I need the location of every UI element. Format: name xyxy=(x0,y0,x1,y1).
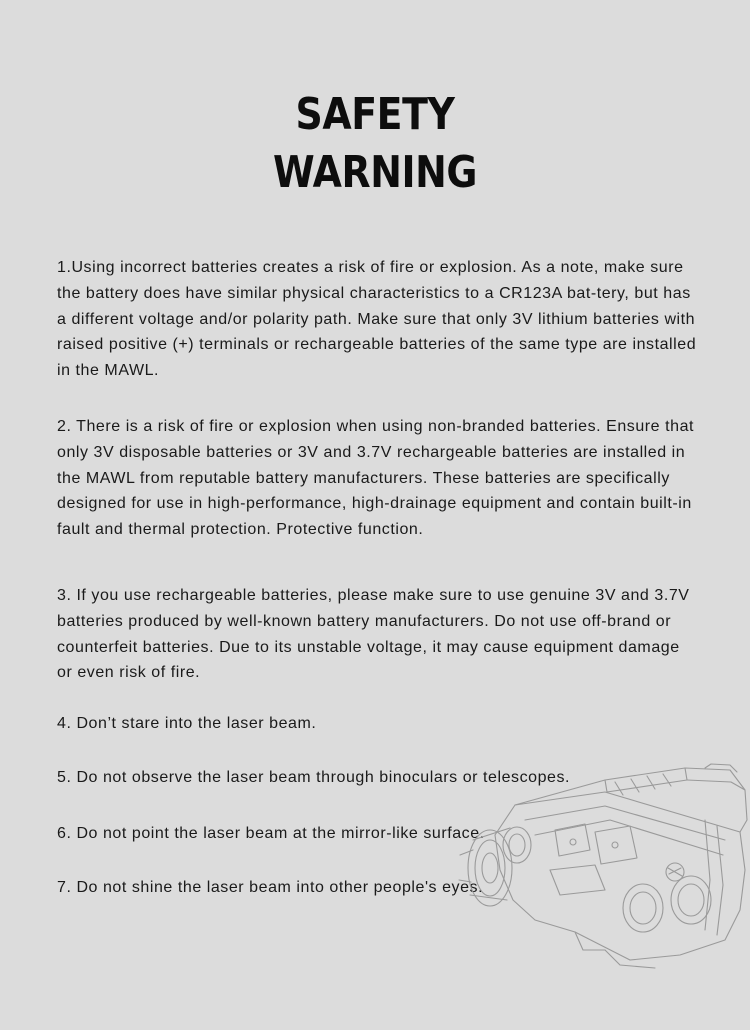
title-line-2: WARNING xyxy=(273,147,477,198)
warning-item-4: 4. Don’t stare into the laser beam. xyxy=(57,715,317,732)
warning-item-2: 2. There is a risk of fire or explosion when using non-branded batteries. Ensure that only 3V disposable batteries or 3V and 3.7V rechargeable batteries are installed in the MAWL from reputable battery manufacturers. These batteries are specifically designed for use in high-performance, high-drainage equipment and contain built-in fault and thermal protection. Protective function. xyxy=(57,418,695,539)
warning-item-1: 1.Using incorrect batteries creates a risk of fire or explosion. As a note, make sure the battery does have similar physical characteristics to a CR123A bat-tery, but has a different voltage and/or polarity path. Make sure that only 3V lithium batteries with raised positive (+) terminals or rechargeable batteries of the same type are installed in the MAWL. xyxy=(57,259,697,380)
warning-item-5: 5. Do not observe the laser beam through binoculars or telescopes. xyxy=(57,769,571,786)
laser-device-illustration xyxy=(455,760,750,970)
warning-item-7: 7. Do not shine the laser beam into other people's eyes. xyxy=(57,879,484,896)
warning-title xyxy=(0,86,750,202)
warning-item-6: 6. Do not point the laser beam at the mirror-like surface. xyxy=(57,825,485,842)
warning-item-3: 3. If you use rechargeable batteries, please make sure to use genuine 3V and 3.7V batteries produced by well-known battery manufacturers. Do not use off-brand or counterfeit batteries. Due to its unstable voltage, it may cause equipment damage or even risk of fire. xyxy=(57,587,690,682)
title-line-1: SAFETY xyxy=(295,89,455,140)
